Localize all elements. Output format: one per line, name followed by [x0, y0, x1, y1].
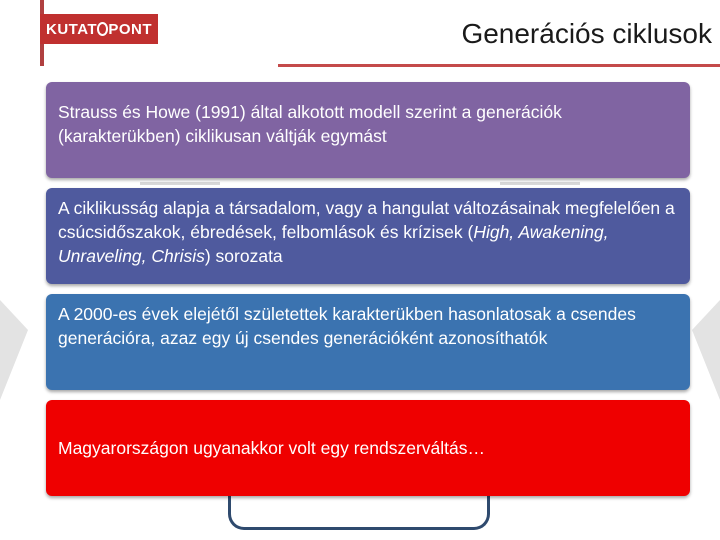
background-bracket: [228, 490, 490, 530]
title-underline: [278, 64, 720, 67]
background-line: [140, 182, 220, 185]
logo: [40, 14, 158, 44]
content-box-1: [46, 82, 690, 178]
content-box-2-text-after: ) sorozata: [204, 246, 283, 266]
content-box-1-text: Strauss és Howe (1991) által alkotott modell szerint a generációk (karakterükben) ciklikusan váltják egymást: [58, 102, 562, 146]
content-box-2: [46, 188, 690, 284]
content-box-2-text-italic: High, Awakening, Unraveling, Chrisis: [58, 222, 609, 266]
slide-title: Generációs ciklusok: [461, 18, 712, 49]
logo-circle-icon: [97, 22, 108, 36]
content-box-4-text: Magyarországon ugyanakkor volt egy rendszerváltás…: [58, 438, 486, 458]
logo-text-left: KUTAT: [46, 20, 98, 38]
logo-text-right: PONT: [108, 20, 152, 38]
content-box-3-text: A 2000-es évek elejétől születettek karakterükben hasonlatosak a csendes generációra, azaz egy új csendes generációként azonosíthatók: [58, 304, 636, 348]
content-box-3: [46, 294, 690, 390]
content-box-2-text-before: A ciklikusság alapja a társadalom, vagy a hangulat változásainak megfelelően a csúcsidőszakok, ébredések, felbomlások és krízisek (: [58, 198, 675, 242]
content-box-4: [46, 400, 690, 496]
background-line: [500, 182, 580, 185]
